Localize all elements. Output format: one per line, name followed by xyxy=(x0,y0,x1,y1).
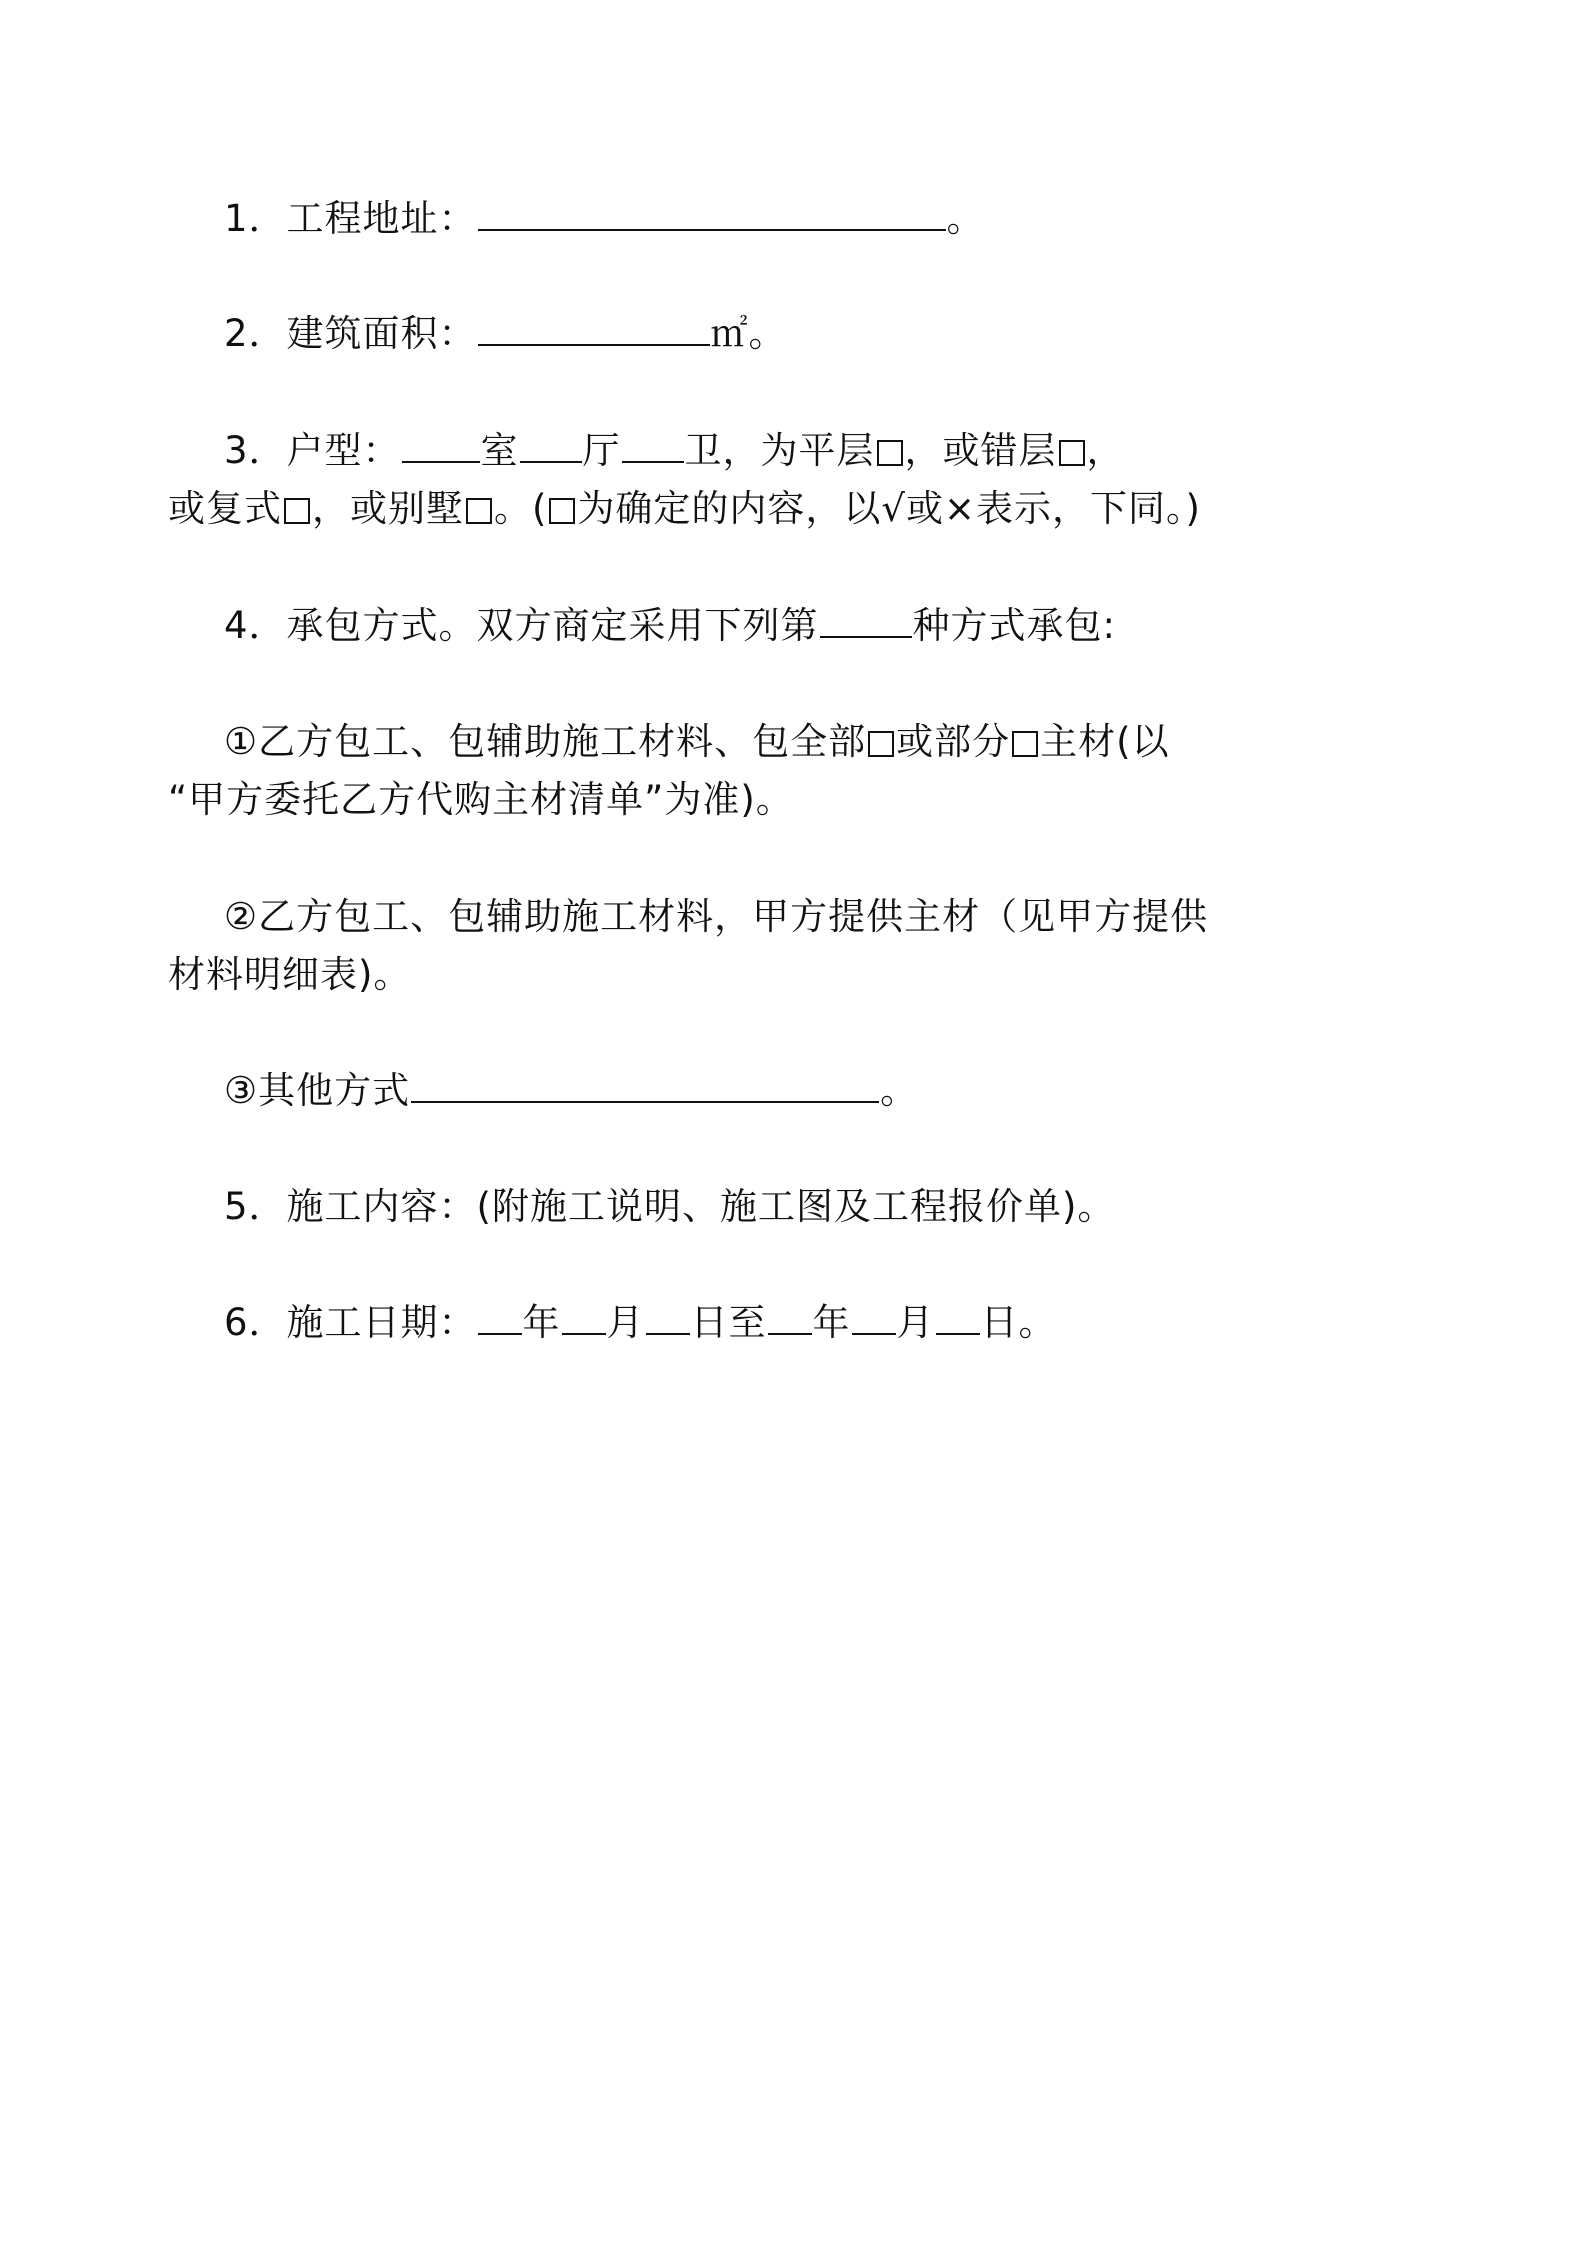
item-5-construction-content xyxy=(224,1183,1115,1231)
start-month-label: 月 xyxy=(606,1301,645,1344)
villa-option-label: ，或别墅 xyxy=(312,487,464,530)
baths-blank-field[interactable] xyxy=(622,429,684,463)
end-month-blank-field[interactable] xyxy=(852,1301,896,1335)
method-number-blank-field[interactable] xyxy=(820,604,912,638)
rooms-blank-field[interactable] xyxy=(402,429,480,463)
item-2-label: 2．建筑面积： xyxy=(224,312,477,355)
duplex-option-label: 或复式 xyxy=(168,487,282,530)
item-4-label: 4．承包方式。双方商定采用下列第 xyxy=(224,604,819,647)
flat-option-label: ，为平层 xyxy=(722,429,875,472)
area-blank-field[interactable] xyxy=(478,312,710,346)
legend-box-icon xyxy=(549,498,575,524)
duplex-checkbox[interactable] xyxy=(284,498,310,524)
hall-label: 厅 xyxy=(582,429,621,472)
item-6-label: 6．施工日期： xyxy=(224,1301,477,1344)
option-1-line1 xyxy=(224,718,1170,766)
start-day-blank-field[interactable] xyxy=(646,1301,690,1335)
item-4-contract-method xyxy=(224,602,1116,650)
item-5-text: 5．施工内容：(附施工说明、施工图及工程报价单)。 xyxy=(224,1185,1116,1228)
item-1-label: 1．工程地址： xyxy=(224,197,477,240)
flat-checkbox[interactable] xyxy=(877,440,903,466)
start-year-label: 年 xyxy=(522,1301,561,1344)
item-3-layout-line2 xyxy=(168,485,1201,533)
split-level-checkbox[interactable] xyxy=(1059,440,1085,466)
item-3-layout-line1 xyxy=(224,427,1125,475)
option-2-line1 xyxy=(224,893,1208,941)
start-day-label: 日至 xyxy=(690,1301,767,1344)
option-2-continuation: 材料明细表)。 xyxy=(168,953,412,996)
option-2-text: ②乙方包工、包辅助施工材料，甲方提供主材（见甲方提供 xyxy=(224,895,1209,938)
option-3-end: 。 xyxy=(880,1069,919,1112)
item-3-comma: ， xyxy=(1086,429,1125,472)
option-2-line2 xyxy=(168,951,411,999)
address-blank-field[interactable] xyxy=(478,197,946,231)
end-year-label: 年 xyxy=(812,1301,851,1344)
item-3-label: 3．户型： xyxy=(224,429,401,472)
end-month-label: 月 xyxy=(896,1301,935,1344)
partial-main-materials-checkbox[interactable] xyxy=(1012,731,1038,757)
item-1-project-address xyxy=(224,195,985,243)
bath-label: 卫 xyxy=(684,429,723,472)
start-year-blank-field[interactable] xyxy=(478,1301,522,1335)
option-1-tail: 主材(以 xyxy=(1040,720,1170,763)
other-method-blank-field[interactable] xyxy=(411,1069,879,1103)
split-level-option-label: ，或错层 xyxy=(904,429,1057,472)
option-1-partial-label: 或部分 xyxy=(896,720,1011,763)
option-1-line2 xyxy=(168,776,794,824)
item-2-end: 。 xyxy=(748,312,787,355)
item-2-building-area xyxy=(224,310,787,358)
start-month-blank-field[interactable] xyxy=(562,1301,606,1335)
option-1-lead: ①乙方包工、包辅助施工材料、包全部 xyxy=(224,720,867,763)
all-main-materials-checkbox[interactable] xyxy=(868,731,894,757)
end-day-label: 日。 xyxy=(980,1301,1057,1344)
area-unit: ㎡ xyxy=(710,312,749,355)
item-6-construction-dates xyxy=(224,1299,1057,1347)
villa-checkbox[interactable] xyxy=(466,498,492,524)
end-day-blank-field[interactable] xyxy=(936,1301,980,1335)
note-text: 为确定的内容，以√或×表示，下同。) xyxy=(577,487,1201,530)
item-4-suffix: 种方式承包: xyxy=(912,604,1117,647)
note-open: 。( xyxy=(494,487,548,530)
end-year-blank-field[interactable] xyxy=(768,1301,812,1335)
option-3-other xyxy=(224,1067,918,1115)
room-label: 室 xyxy=(480,429,519,472)
item-1-end: 。 xyxy=(946,197,985,240)
halls-blank-field[interactable] xyxy=(520,429,582,463)
option-1-continuation: “甲方委托乙方代购主材清单”为准)。 xyxy=(168,778,794,821)
option-3-label: ③其他方式 xyxy=(224,1069,411,1112)
